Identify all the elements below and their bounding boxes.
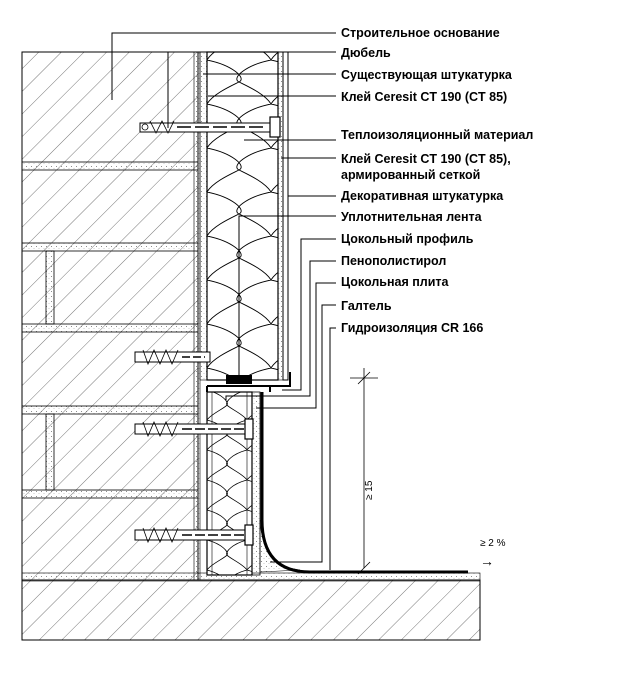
label-adhesive: Клей Ceresit CT 190 (CT 85) [341,90,508,104]
label-sealing-tape: Уплотнительная лента [341,210,482,224]
label-list [341,26,533,335]
label-dowel: Дюбель [341,46,391,60]
existing-plaster [200,52,207,380]
label-reinforced-adhesive-1: Клей Ceresit CT 190 (CT 85), [341,152,511,166]
slope-dimension-text: ≥ 2 % [480,538,506,549]
foundation-slab [22,573,480,640]
label-fillet: Галтель [341,299,392,313]
label-base-profile: Цокольный профиль [341,232,474,246]
leader-waterproofing [330,328,336,570]
label-insulation: Теплоизоляционный материал [341,128,534,142]
label-building-base: Строительное основание [341,26,500,40]
height-dimension [350,368,378,574]
label-existing-plaster: Существующая штукатурка [341,68,512,82]
label-plinth-plate: Цокольная плита [341,275,449,289]
label-polystyrene: Пенополистирол [341,254,447,268]
slope-arrow: → [480,553,494,569]
plinth-dowel-1 [135,350,210,364]
label-waterproofing: Гидроизоляция CR 166 [341,321,484,335]
height-dimension-text: ≥ 15 [364,480,375,500]
label-reinforced-adhesive-2: армированный сеткой [341,168,481,182]
leader-base-profile [282,239,336,390]
label-decorative-plaster: Декоративная штукатурка [341,189,504,203]
